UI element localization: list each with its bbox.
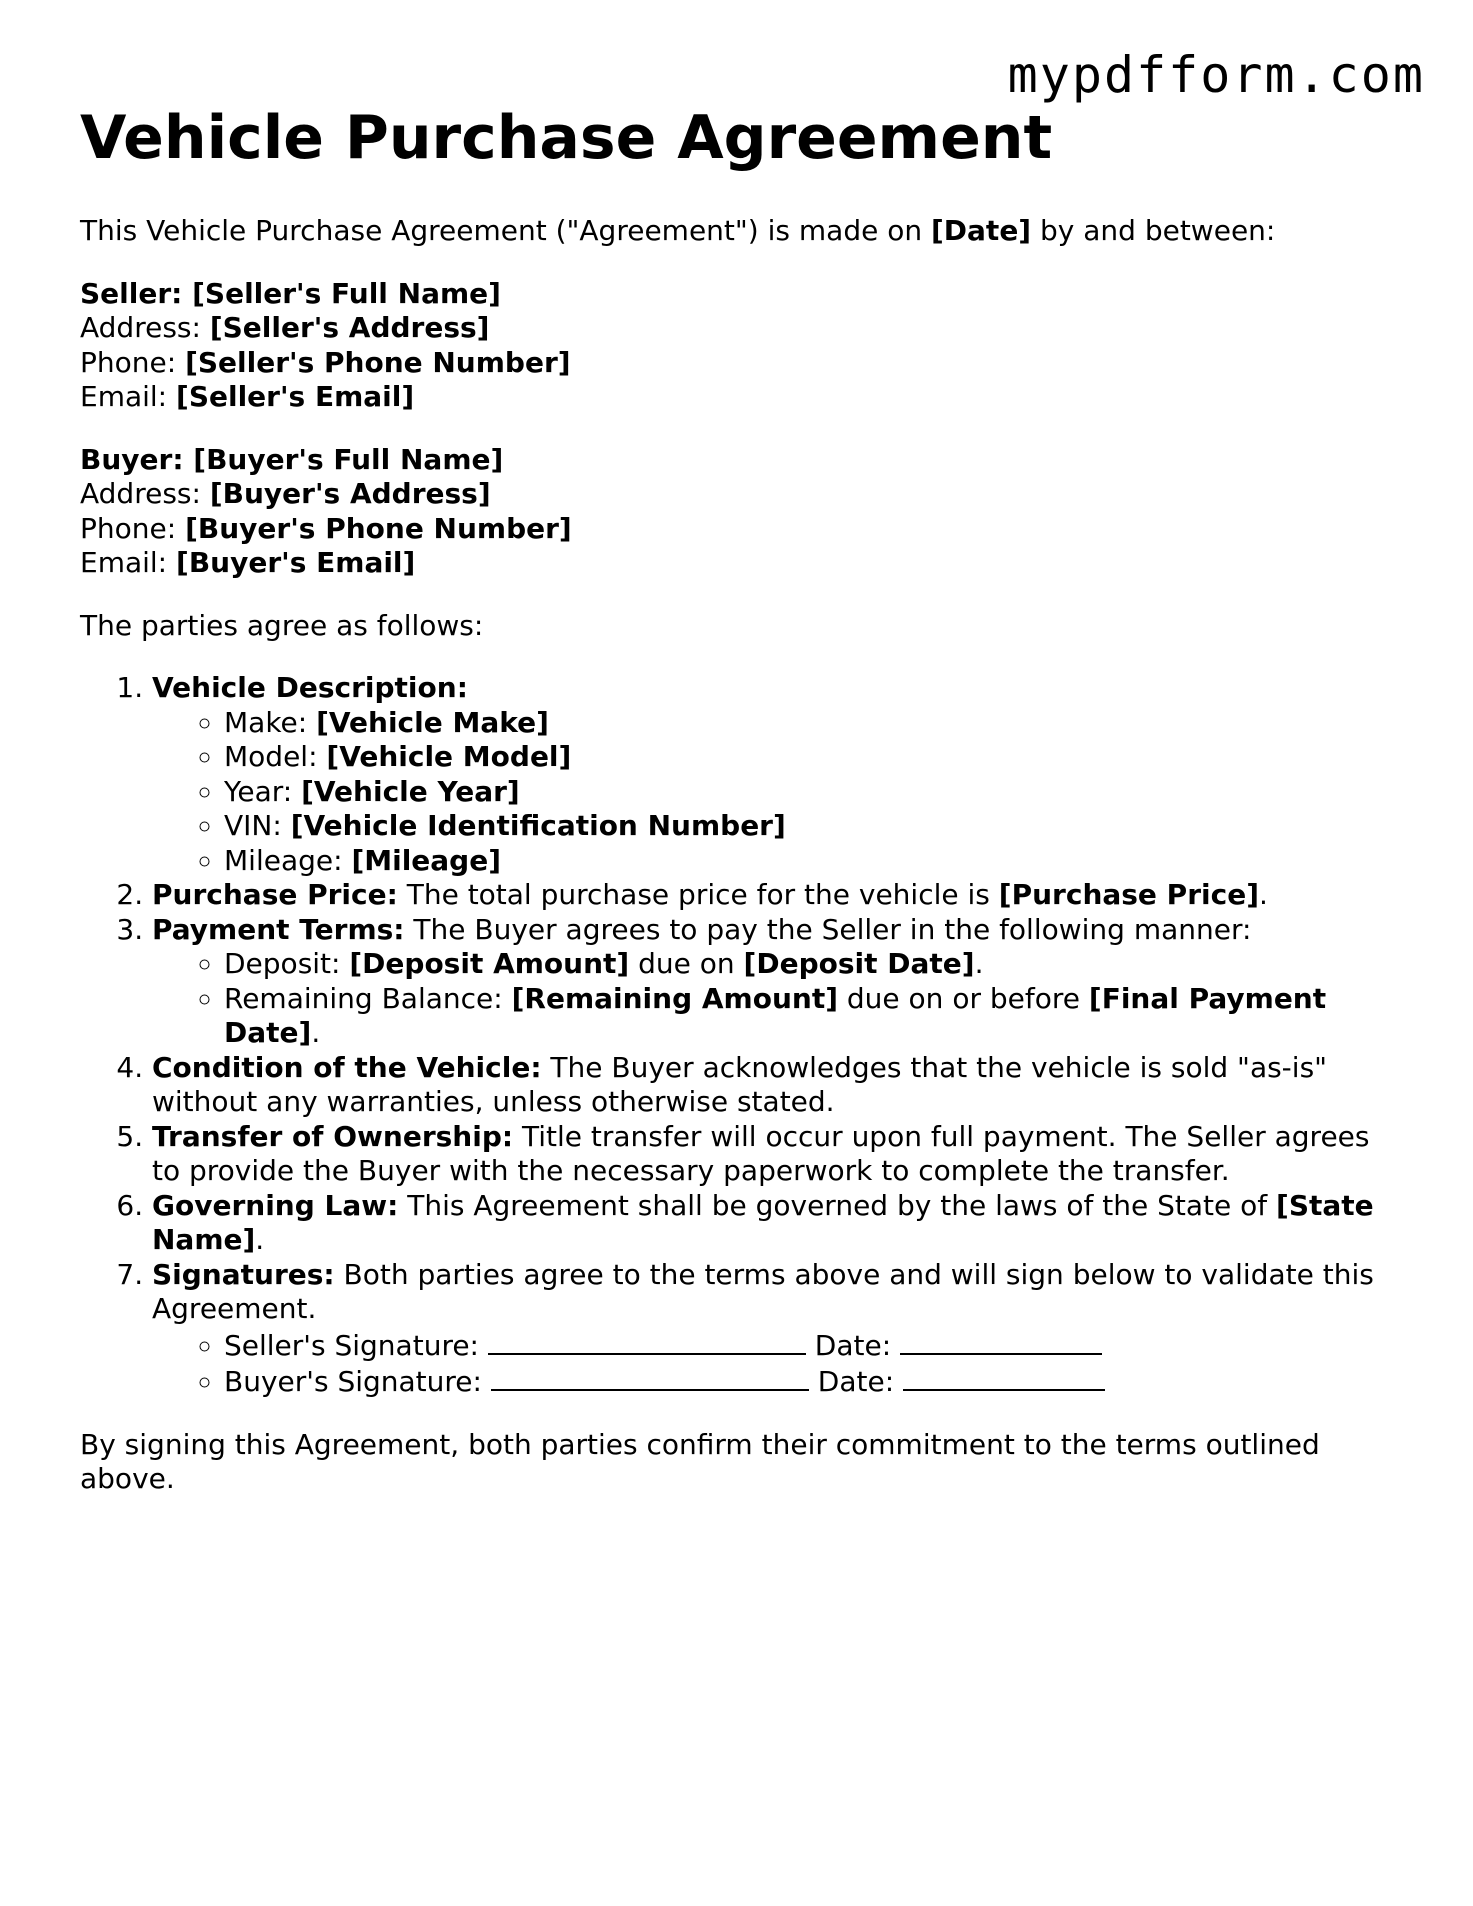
term-text: The Buyer agrees to pay the Seller in the following manner: xyxy=(404,912,1252,946)
seller-address-label: Address: xyxy=(80,311,210,344)
year-placeholder: [Vehicle Year] xyxy=(301,774,520,808)
term-text: The Buyer acknowledges that the vehicle is sold "as-is" without any warranties, unless otherwise stated. xyxy=(152,1050,1328,1118)
term-text: Title transfer will occur upon full payment. The Seller agrees to provide the Buyer with the necessary paperwork to complete the transfer. xyxy=(152,1119,1370,1187)
buyer-date-label: Date: xyxy=(808,1365,904,1398)
seller-email-line xyxy=(80,380,1400,415)
make-placeholder: [Vehicle Make] xyxy=(316,705,549,739)
term-condition xyxy=(152,1051,1400,1120)
buyer-signature-blank[interactable] xyxy=(491,1363,809,1391)
term-heading: Transfer of Ownership: xyxy=(152,1119,514,1153)
term-text: The total purchase price for the vehicle is xyxy=(397,878,999,911)
intro-text: This Vehicle Purchase Agreement ("Agreement") is made on xyxy=(80,214,931,247)
seller-block xyxy=(80,277,1400,415)
vehicle-model-item xyxy=(224,740,1400,775)
model-label: Model: xyxy=(224,740,327,773)
closing-paragraph: By signing this Agreement, both parties confirm their commitment to the terms outlined above. xyxy=(80,1427,1320,1495)
seller-phone-placeholder: [Seller's Phone Number] xyxy=(185,345,571,379)
buyer-date-blank[interactable] xyxy=(903,1363,1105,1391)
signature-lines-list xyxy=(152,1327,1400,1400)
buyer-phone-placeholder: [Buyer's Phone Number] xyxy=(185,511,572,545)
term-vehicle-description xyxy=(152,671,1400,878)
vehicle-vin-item xyxy=(224,809,1400,844)
intro-text-end: by and between: xyxy=(1031,214,1276,247)
buyer-phone-label: Phone: xyxy=(80,511,186,545)
buyer-phone-line xyxy=(80,512,1400,547)
vehicle-details-list xyxy=(152,706,1400,879)
remaining-label: Remaining Balance: xyxy=(224,981,512,1015)
seller-signature-blank[interactable] xyxy=(488,1327,806,1355)
seller-name-line xyxy=(80,277,1400,312)
intro-paragraph xyxy=(80,214,1400,249)
buyer-label: Buyer: xyxy=(80,442,194,476)
buyer-signature-item xyxy=(224,1363,1400,1400)
mileage-label: Mileage: xyxy=(224,843,352,877)
term-text: Both parties agree to the terms above and will sign below to validate this Agreement. xyxy=(152,1257,1374,1325)
term-governing-law xyxy=(152,1189,1400,1258)
term-transfer-ownership xyxy=(152,1120,1400,1189)
seller-address-placeholder: [Seller's Address] xyxy=(209,311,490,344)
mileage-placeholder: [Mileage] xyxy=(351,843,502,877)
vin-placeholder: [Vehicle Identification Number] xyxy=(290,809,786,842)
vehicle-mileage-item xyxy=(224,844,1400,879)
seller-phone-label: Phone: xyxy=(80,345,186,379)
deposit-amount-placeholder: [Deposit Amount] xyxy=(349,947,630,980)
terms-list xyxy=(80,671,1400,1400)
year-label: Year: xyxy=(224,774,302,808)
agree-paragraph: The parties agree as follows: xyxy=(80,608,484,642)
term-purchase-price xyxy=(152,878,1400,913)
buyer-email-placeholder: [Buyer's Email] xyxy=(176,546,416,579)
buyer-email-line xyxy=(80,546,1400,581)
term-signatures xyxy=(152,1258,1400,1400)
seller-signature-item xyxy=(224,1327,1400,1364)
seller-name-placeholder: [Seller's Full Name] xyxy=(192,276,501,310)
term-heading: Purchase Price: xyxy=(152,878,398,911)
term-text-end: . xyxy=(1258,878,1268,911)
buyer-email-label: Email: xyxy=(80,546,177,579)
purchase-price-placeholder: [Purchase Price] xyxy=(998,878,1259,911)
deposit-end: . xyxy=(974,947,984,980)
term-heading: Governing Law: xyxy=(152,1188,399,1222)
term-payment-terms xyxy=(152,913,1400,1051)
deposit-label: Deposit: xyxy=(224,947,350,980)
term-heading: Signatures: xyxy=(152,1257,335,1291)
seller-date-blank[interactable] xyxy=(900,1327,1102,1355)
remaining-amount-placeholder: [Remaining Amount] xyxy=(511,981,838,1015)
remaining-balance-item xyxy=(224,982,1400,1051)
final-payment-date-placeholder: [Final Payment Date] xyxy=(224,981,1327,1049)
seller-address-line xyxy=(80,311,1400,346)
term-text-end: . xyxy=(255,1223,265,1256)
remaining-end: . xyxy=(311,1016,321,1049)
vehicle-make-item xyxy=(224,706,1400,741)
seller-email-label: Email: xyxy=(80,380,177,413)
term-heading: Vehicle Description: xyxy=(152,671,468,704)
state-name-placeholder: [State Name] xyxy=(152,1188,1374,1256)
vehicle-year-item xyxy=(224,775,1400,810)
watermark: mypdfform.com xyxy=(1007,46,1425,104)
term-heading: Payment Terms: xyxy=(152,912,405,946)
term-heading: Condition of the Vehicle: xyxy=(152,1050,542,1084)
seller-signature-label: Seller's Signature: xyxy=(224,1328,488,1362)
remaining-mid-text: due on or before xyxy=(838,981,1089,1015)
model-placeholder: [Vehicle Model] xyxy=(326,740,572,773)
seller-phone-line xyxy=(80,346,1400,381)
document-title: Vehicle Purchase Agreement xyxy=(80,103,1053,173)
buyer-address-label: Address: xyxy=(80,477,210,510)
seller-date-label: Date: xyxy=(805,1328,901,1362)
agreement-date-placeholder: [Date] xyxy=(931,214,1032,247)
seller-email-placeholder: [Seller's Email] xyxy=(176,380,415,413)
buyer-block xyxy=(80,443,1400,581)
vin-label: VIN: xyxy=(224,809,291,842)
payment-details-list xyxy=(152,947,1400,1051)
deposit-date-placeholder: [Deposit Date] xyxy=(743,947,975,980)
deposit-item xyxy=(224,947,1400,982)
buyer-address-line xyxy=(80,477,1400,512)
make-label: Make: xyxy=(224,705,317,739)
deposit-mid-text: due on xyxy=(629,947,744,980)
seller-label: Seller: xyxy=(80,276,193,310)
buyer-name-line xyxy=(80,443,1400,478)
buyer-address-placeholder: [Buyer's Address] xyxy=(209,477,491,510)
buyer-signature-label: Buyer's Signature: xyxy=(224,1365,491,1398)
term-text: This Agreement shall be governed by the laws of the State of xyxy=(398,1188,1277,1222)
buyer-name-placeholder: [Buyer's Full Name] xyxy=(193,442,504,476)
document-page xyxy=(80,100,1400,1525)
